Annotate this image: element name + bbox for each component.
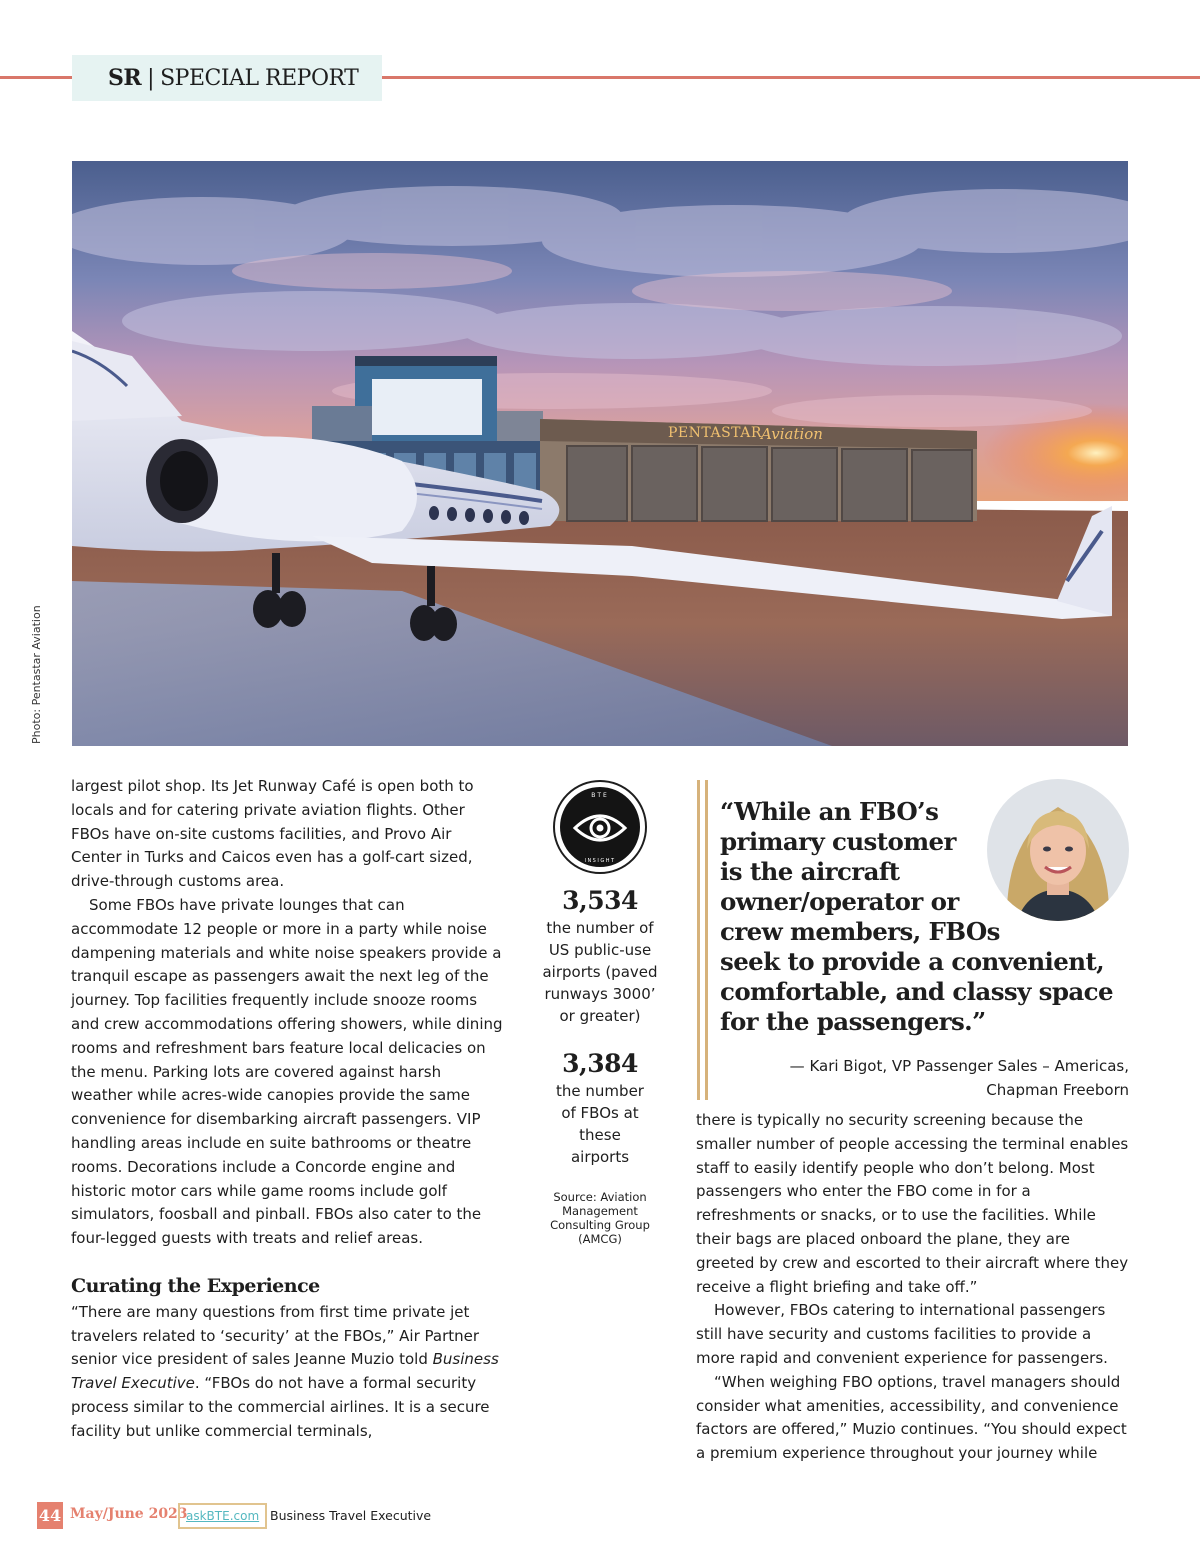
stat-block (537, 1049, 663, 1168)
stat-description: the number of FBOs at these airports (556, 1082, 644, 1166)
stat-number: 3,384 (562, 1049, 638, 1078)
speaker-portrait (987, 779, 1129, 921)
publication-name: Business Travel Executive (270, 1508, 432, 1523)
stats-source: Source: Aviation Management Consulting Group (AMCG) (550, 1190, 650, 1246)
quote-line: “While an FBO’s (720, 797, 939, 826)
hangar-sign-script: Aviation (761, 425, 823, 443)
stats-sidebar (537, 780, 663, 1246)
section-abbr: SR (108, 65, 142, 91)
article-column-right (696, 1109, 1132, 1466)
photo-credit: Photo: Pentastar Aviation (30, 605, 43, 744)
stat-block (537, 886, 663, 1027)
paragraph (71, 1301, 507, 1444)
website-link[interactable]: askBTE.com (178, 1503, 267, 1529)
quote-line: comfortable, and classy space (720, 977, 1113, 1006)
subheading: Curating the Experience (71, 1274, 320, 1297)
paragraph: However, FBOs catering to international passengers still have security and customs facilities to provide a more rapid and convenient experience for passengers. (696, 1301, 1108, 1367)
section-header (72, 55, 382, 101)
quote-attribution (720, 1054, 1129, 1102)
section-title: SPECIAL REPORT (160, 65, 359, 91)
header-rule-right (382, 76, 1200, 79)
attribution-line: — Kari Bigot, VP Passenger Sales – Americas, (789, 1057, 1129, 1075)
quote-line: primary customer (720, 827, 956, 856)
quote-line: seek to provide a convenient, (720, 947, 1105, 976)
paragraph: “When weighing FBO options, travel managers should consider what amenities, accessibility, and convenience factors are offered,” Muzio continues. “You should expect a premium experience throughout your journey while (696, 1372, 1127, 1463)
quote-line: owner/operator or (720, 887, 959, 916)
paragraph-text: “There are many questions from first time private jet travelers related to ‘security’ at the FBOs,” Air Partner senior vice president of sales Jeanne Muzio told (71, 1302, 480, 1369)
paragraph: there is typically no security screening because the smaller number of people accessing the terminal enables staff to easily identify people who don’t belong. Most passengers who enter the FBO come in for a refreshments or snacks, or to use the facilities. While their bags are placed onboard the plane, they are greeted by crew and escorted to their aircraft where they receive a flight briefing and take off.” (696, 1111, 1129, 1296)
publication-name-italic: Business Travel Executive (71, 1350, 499, 1393)
stat-description: the number of US public-use airports (paved runways 3000’ or greater) (542, 919, 658, 1025)
quote-line: for the passengers.” (720, 1007, 986, 1036)
paragraph: Some FBOs have private lounges that can accommodate 12 people or more in a party while noise dampening materials and white noise speakers provide a tranquil escape as passengers await the next leg of the journey. Top facilities frequently include snooze rooms and crew accommodations offering showers, while dining rooms and refreshment bars feature local delicacies on the menu. Parking lots are covered against harsh weather while acres-wide canopies provide the same convenience for disembarking aircraft passengers. VIP handling areas include en suite bathrooms or theatre rooms. Decorations include a Concorde engine and historic motor cars while game rooms include golf simulators, foosball and pinball. FBOs also cater to the four-legged guests with treats and relief areas. (71, 895, 503, 1248)
paragraph: largest pilot shop. Its Jet Runway Café is open both to locals and for catering private aviation flights. Other FBOs have on-site customs facilities, and Provo Air Center in Turks and Caicos even has a golf-cart sized, drive-through customs area. (71, 777, 474, 891)
quote-decor-bars (697, 780, 709, 1100)
page-number: 44 (37, 1502, 63, 1529)
badge-top-text: BTE (591, 792, 609, 799)
article-column-left (71, 775, 507, 1444)
bte-insight-badge (553, 780, 647, 874)
badge-bottom-text: INSIGHT (584, 858, 616, 864)
quote-line: is the aircraft (720, 857, 900, 886)
section-separator: | (147, 65, 155, 91)
paragraph-text: . “FBOs do not have a formal security process similar to the commercial airlines. It is a secure facility but unlike commercial terminals, (71, 1374, 490, 1440)
stat-number: 3,534 (562, 886, 638, 915)
hero-photo (72, 161, 1128, 746)
quote-line: crew members, FBOs (720, 917, 1000, 946)
hangar-sign-brand: PENTASTAR (668, 425, 762, 441)
header-rule-left (0, 76, 72, 79)
issue-date: May/June 2023 (70, 1506, 188, 1522)
attribution-line: Chapman Freeborn (986, 1081, 1129, 1099)
